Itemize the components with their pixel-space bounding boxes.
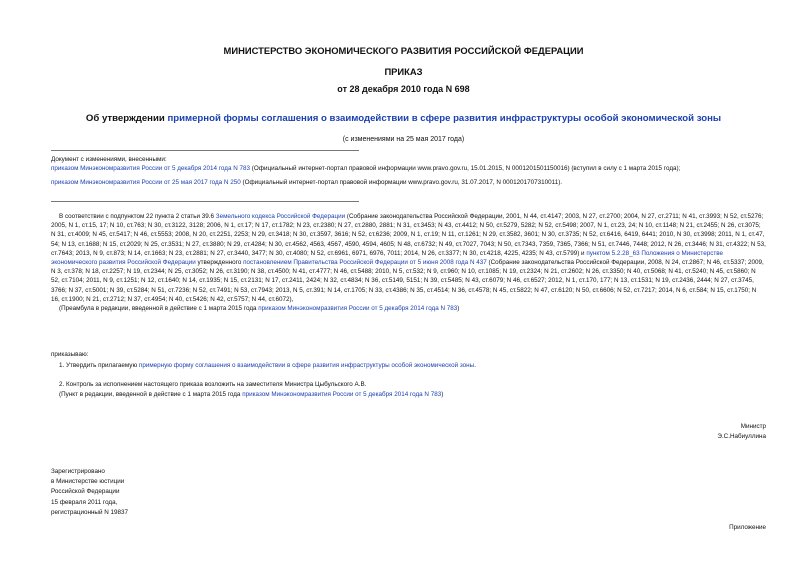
- document-title: [0, 113, 807, 124]
- order-item-2: 2. Контроль за исполнением настоящего приказа возложить на заместителя Министра Цыбульского А.В.: [59, 381, 367, 388]
- land-code-link[interactable]: Земельного кодекса Российской Федерации: [215, 213, 346, 220]
- order-word: приказываю:: [51, 351, 89, 358]
- doc-type-heading: ПРИКАЗ: [384, 66, 423, 77]
- title-prefix: Об утверждении: [85, 113, 168, 124]
- changes-item-1: приказом Минэкономразвития России от 5 декабря 2014 года N 783 (Официальный интернет-портал правовой информации www.pravo.gov.ru, 15.01.2015, N 0001201501150016) (вступил в силу с 1 марта 2015 года);: [51, 165, 681, 173]
- changes-item-1-link[interactable]: приказом Минэкономразвития России от 5 декабря 2014 года N 783: [51, 165, 251, 173]
- preamble-note-link[interactable]: приказом Минэкономразвития России от 5 декабря 2014 года N 783: [258, 305, 458, 313]
- order-item-2-note: (Пункт в редакции, введенной в действие с 1 марта 2015 года приказом Минэкономразвития России от 5 декабря 2014 года N 783): [59, 391, 444, 398]
- amendment-note: (с изменениями на 25 мая 2017 года): [342, 136, 465, 143]
- preamble: [51, 212, 766, 313]
- preamble-paragraph: В соответствии с подпунктом 22 пункта 2 статьи 39.6 Земельного кодекса Российской Федерации (Собрание законодательства Российской Федерации, 2001, N 44, ст.4147; 2003, N 27, ст.2700; 2004, N 27, ст.2711; N 41, ст.3993; N 52, ст.5276; 2005, N 1, ст.15, 17; N 10, ст.763; N 30, ст.3122, 3128; 2006, N 1, ст.17; N 17, ст.1782; N 23, ст.2380; N 27, ст.2880, 2881; N 31, ст.3453; N 43, ст.4412; N 50, ст.5279, 5282; N 52, ст.5498; 2007, N 1, ст.23, 24; N 10, ст.1148; N 21, ст.2455; N 26, ст.3075; N 31, ст.4009; N 45, ст.5417; N 46, ст.5553; 2008, N 20, ст.2251, 2253; N 29, ст.3418; N 30, ст.3597, 3616; N 52, ст.6236; 2009, N 1, ст.19; N 11, ст.1261; N 29, ст.3582, 3601; N 30, ст.3735; N 52, ст.6416, 6419, 6441; 2010, N 30, ст.3998; 2011, N 1, ст.47, 54; N 13, ст.1688; N 15, ст.2029; N 25, ст.3531; N 27, ст.3880; N 29, ст.4284; N 30, ст.4562, 4563, 4567, 4590, 4594, 4605; N 48, ст.6732; N 49, ст.7027, 7043; N 50, ст.7343, 7359, 7365, 7366; N 51, ст.7446, 7448; 2012, N 26, ст.3446; N 31, ст.4322; N 53, ст.7643; 2013, N 9, ст.873; N 14, ст.1663; N 23, ст.2881; N 27, ст.3440, 3477; N 30, ст.4080; N 52, ст.6961, 6971, 6976, 7011; 2014, N 26, ст.3377; N 30, ст.4218, 4225, 4235; N 43, ст.5799) и пунктом 5.2.28_63 Положения о Министерстве экономического развития Российской Федерации утвержденного постановлением Правительства Российской Федерации от 5 июня 2008 года N 437 (Собрание законодательства Российской Федерации, 2008, N 24, ст.2867; N 46, ст.5337; 2009, N 3, ст.378; N 18, ст.2257; N 19, ст.2344; N 25, ст.3052; N 26, ст.3190; N 38, ст.4500; N 41, ст.4777; N 46, ст.5488; 2010, N 5, ст.532; N 9, ст.960; N 10, ст.1085; N 19, ст.2324; N 21, ст.2602; N 26, ст.3350; N 40, ст.5068; N 41, ст.5240; N 45, ст.5860; N 52, ст.7104; 2011, N 9, ст.1251; N 12, ст.1640; N 14, ст.1935; N 15, ст.2131; N 17, ст.2411, 2424; N 32, ст.4834; N 36, ст.5149, 5151; N 39, ст.5485; N 43, ст.6079; N 46, ст.6527; 2012, N 1, ст.170, 177; N 13, ст.1531; N 19, ст.2436, 2444; N 27, ст.3745, 3766; N 37, ст.5001; N 39, ст.5284; N 51, ст.7236; N 52, ст.7491; N 53, ст.7943; 2013, N 5, ст.391; N 14, ст.1705; N 33, ст.4386; N 35, ст.4514; N 36, ст.4578; N 45, ст.5822; N 47, ст.6120; N 50, ст.6606; N 52, ст.7217; 2014, N 6, ст.584; N 15, ст.1750; N 16, ст.1900; N 21, ст.2712; N 37, ст.4954; N 40, ст.5426; N 42, ст.5757; N 44, ст.6072),: [51, 213, 766, 303]
- order-item-1-link[interactable]: примерную форму соглашения о взаимодействии в сфере развития инфраструктуры особой экономической зоны: [138, 362, 475, 369]
- bottom-divider: [51, 201, 359, 202]
- government-decree-link[interactable]: постановлением Правительства Российской Федерации от 5 июня 2008 года N 437: [243, 259, 487, 267]
- regulation-link[interactable]: пунктом 5.2.28_63 Положения о Министерстве экономического развития Российской Федерации: [51, 249, 724, 267]
- changes-item-2: приказом Минэкономразвития России от 25 мая 2017 года N 250 (Официальный интернет-портал правовой информации www.pravo.gov.ru, 31.07.2017, N 0001201707310011).: [51, 179, 563, 187]
- registration-block: Зарегистрировано в Министерстве юстиции Российской Федерации 15 февраля 2011 года, регистрационный N 19837: [51, 468, 129, 516]
- signature-name: Э.С.Набиуллина: [717, 433, 766, 440]
- top-divider: [51, 150, 359, 151]
- changes-intro: Документ с изменениями, внесенными:: [51, 156, 167, 163]
- ministry-heading: МИНИСТЕРСТВО ЭКОНОМИЧЕСКОГО РАЗВИТИЯ РОССИЙСКОЙ ФЕДЕРАЦИИ: [223, 45, 584, 56]
- order-item-1: 1. Утвердить прилагаемую примерную форму соглашения о взаимодействии в сфере развития инфраструктуры особой экономической зоны.: [59, 362, 476, 369]
- appendix-label: Приложение: [729, 524, 766, 531]
- date-number: от 28 декабря 2010 года N 698: [337, 84, 470, 94]
- order-item-2-note-link[interactable]: приказом Минэкономразвития России от 5 декабря 2014 года N 783: [242, 391, 442, 398]
- signature-position: Министр: [740, 423, 766, 430]
- title-link[interactable]: примерной формы соглашения о взаимодействии в сфере развития инфраструктуры особой экономической зоны: [167, 113, 722, 124]
- preamble-note: (Преамбула в редакции, введенной в действие с 1 марта 2015 года приказом Минэкономразвития России от 5 декабря 2014 года N 783): [59, 305, 460, 313]
- changes-item-2-link[interactable]: приказом Минэкономразвития России от 25 мая 2017 года N 250: [51, 179, 241, 187]
- changes-block: [51, 155, 766, 188]
